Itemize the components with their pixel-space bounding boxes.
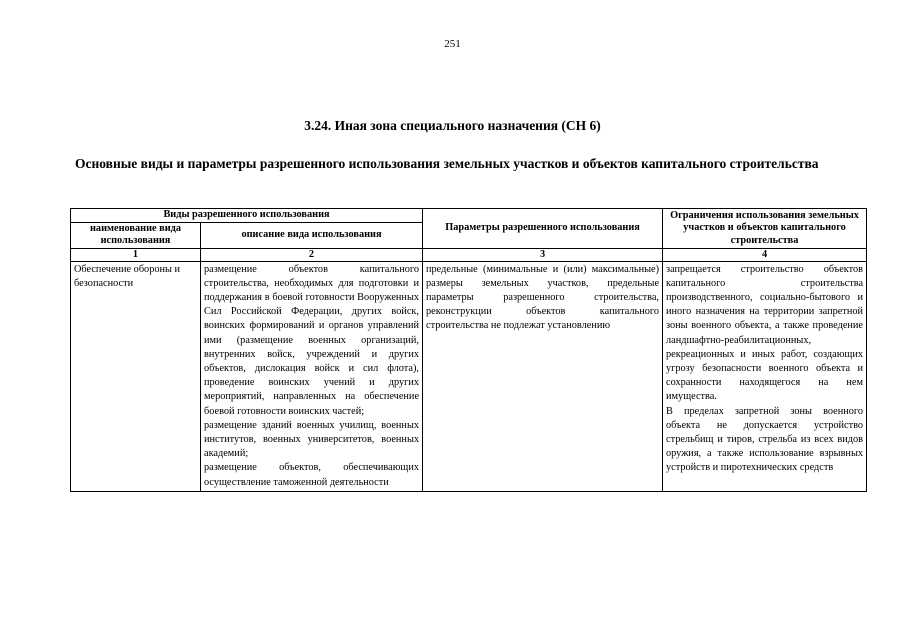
table-row (71, 261, 867, 491)
column-number: 3 (423, 248, 663, 261)
use-description-paragraph: размещение объектов капитального строительства, необходимых для подготовки и поддержания в боевой готовности Вооруженных Сил Российской Федерации, других войск, воинских формирований и органов управлений ими (размещение военных организаций, внутренних войск, учреждений и других объектов, дислокация войск и сил флота), проведение воинских учений и других мероприятий, направленных на обеспечение боевой готовности воинских частей; (204, 263, 420, 417)
restrictions-paragraph: запрещается строительство объектов капитального строительства производственного, социально-бытового и иного назначения на территории запретной зоны военного объекта, а также проведение ландшафтно-реабилитационных, (666, 263, 864, 346)
table-header-row (71, 209, 867, 223)
use-description-paragraph: размещение зданий военных училищ, военных институтов, военных университетов, военных академий; (204, 419, 420, 460)
use-description-cell (201, 261, 423, 491)
column-number: 1 (71, 248, 201, 261)
zone-title: 3.24. Иная зона специального назначения (СН 6) (304, 118, 601, 133)
restrictions-paragraph: рекреационных и иных работ, создающих угрозу безопасности военного объекта и сохранности находящегося на нем имущества. (666, 348, 864, 403)
section-heading: Основные виды и параметры разрешенного использования земельных участков и объектов капитального строительства (75, 156, 819, 171)
header-use-name: наименование вида использования (71, 222, 201, 248)
restrictions-paragraph: В пределах запретной зоны военного объекта не допускается устройство стрельбищ и тиров, стрельба из всех видов оружия, а также использование взрывных устройств и пиротехнических средств (666, 405, 864, 474)
permitted-use-table (70, 208, 867, 492)
column-number-row (71, 248, 867, 261)
use-description-paragraph: размещение объектов, обеспечивающих осуществление таможенной деятельности (204, 462, 420, 488)
column-number: 4 (663, 248, 867, 261)
page-number: 251 (444, 38, 461, 50)
header-permitted-uses: Виды разрешенного использования (71, 209, 423, 223)
parameters-cell: предельные (минимальные и (или) максимальные) размеры земельных участков, предельные параметры разрешенного строительства, реконструкции объектов капитального строительства не подлежат установлению (423, 261, 663, 491)
header-restrictions: Ограничения использования земельных участков и объектов капитального строительства (663, 209, 867, 249)
restrictions-cell (663, 261, 867, 491)
use-name-cell: Обеспечение обороны и безопасности (71, 261, 201, 491)
header-use-description: описание вида использования (201, 222, 423, 248)
column-number: 2 (201, 248, 423, 261)
header-parameters: Параметры разрешенного использования (423, 209, 663, 249)
